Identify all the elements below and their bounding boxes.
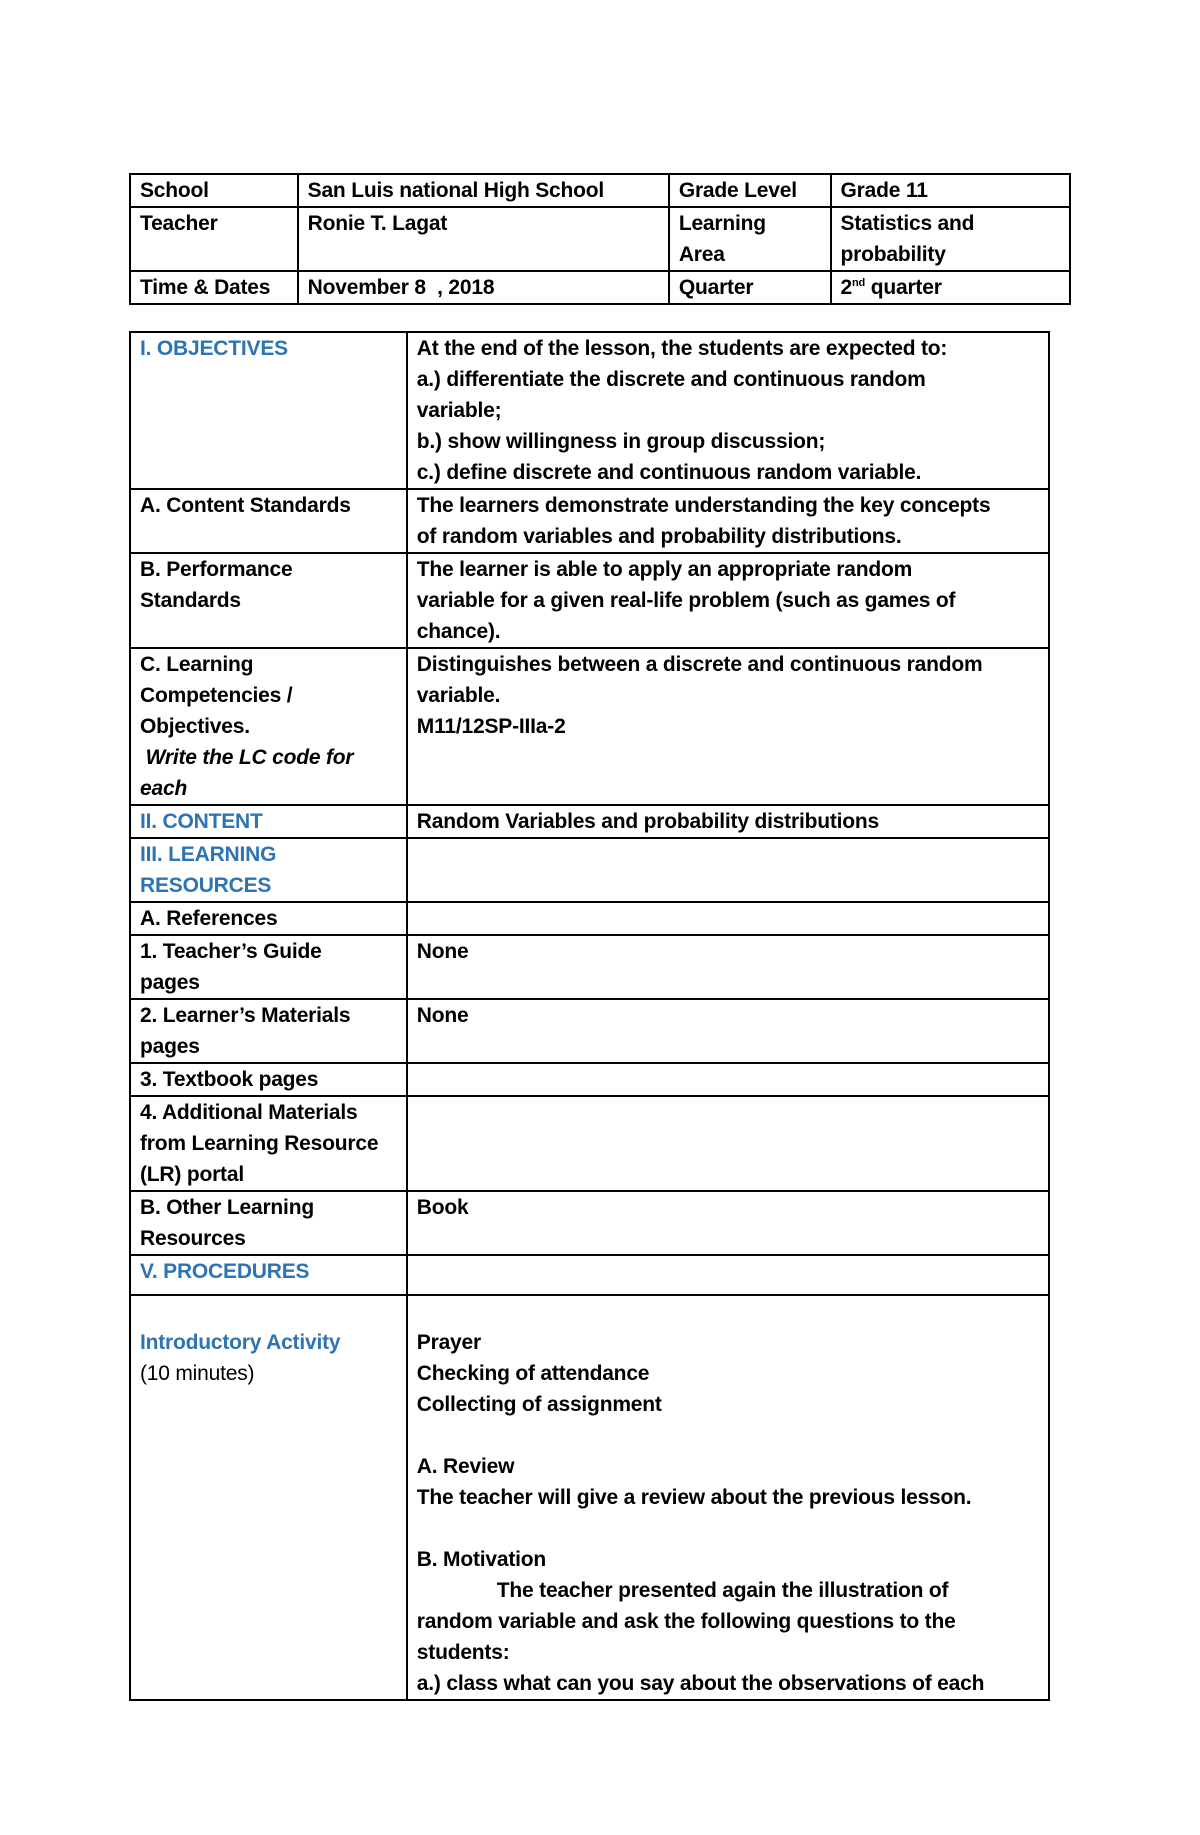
- content-standards-label: A. Content Standards: [130, 489, 407, 553]
- teachers-guide-label-line: 1. Teacher’s Guide: [140, 940, 322, 963]
- row-content-standards: [130, 489, 1049, 553]
- motivation-line: The teacher presented again the illustration of: [496, 1579, 949, 1602]
- quarter-suffix: nd: [852, 277, 866, 289]
- time-dates-label: Time & Dates: [130, 271, 298, 304]
- objectives-line: At the end of the lesson, the students are expected to:: [416, 337, 948, 360]
- other-resources-label-line: B. Other Learning: [140, 1196, 314, 1219]
- learning-resources-label-line: III. LEARNING: [140, 843, 277, 866]
- learning-competencies-line: variable.: [416, 684, 501, 707]
- additional-materials-value: [407, 1096, 1049, 1191]
- learning-competencies-line: Distinguishes between a discrete and continuous random: [416, 653, 983, 676]
- learning-area-value-line: Statistics and: [840, 212, 975, 235]
- introductory-value: [407, 1295, 1049, 1700]
- learning-area-value: [831, 207, 1070, 271]
- introductory-duration: (10 minutes): [140, 1362, 255, 1385]
- additional-materials-label-line: from Learning Resource: [140, 1132, 379, 1155]
- performance-standards-line: The learner is able to apply an appropriate random: [416, 558, 913, 581]
- row-additional-materials: [130, 1096, 1049, 1191]
- assignment-text: Collecting of assignment: [416, 1393, 662, 1416]
- lc-code-note-line: each: [140, 777, 188, 800]
- content-label: II. CONTENT: [130, 805, 407, 838]
- procedures-value: [407, 1255, 1049, 1295]
- content-standards-value: [407, 489, 1049, 553]
- lc-code-note-line: Write the LC code for: [140, 746, 354, 769]
- objectives-line: b.) show willingness in group discussion;: [416, 430, 826, 453]
- performance-standards-line: chance).: [416, 620, 501, 643]
- content-standards-line: The learners demonstrate understanding the key concepts: [416, 494, 991, 517]
- review-title: A. Review: [416, 1455, 515, 1478]
- spacer: [417, 1513, 1042, 1544]
- learning-competencies-label-line: C. Learning: [140, 653, 254, 676]
- learning-competencies-code: M11/12SP-IIIa-2: [416, 715, 566, 738]
- motivation-line: students:: [416, 1641, 510, 1664]
- row-objectives: [130, 332, 1049, 489]
- quarter-value: [831, 271, 1070, 304]
- row-references: [130, 902, 1049, 935]
- row-textbook: [130, 1063, 1049, 1096]
- spacer: [417, 1420, 1042, 1451]
- other-resources-value: Book: [407, 1191, 1049, 1255]
- objectives-value: [407, 332, 1049, 489]
- additional-materials-label-line: (LR) portal: [140, 1163, 244, 1186]
- introductory-label: [130, 1295, 407, 1700]
- lesson-table: [129, 331, 1050, 1701]
- school-label: School: [130, 174, 298, 207]
- header-row-time: [130, 271, 1070, 304]
- time-dates-value: November 8 , 2018: [298, 271, 669, 304]
- learning-area-label: [669, 207, 831, 271]
- learning-competencies-label: [130, 648, 407, 805]
- textbook-label: 3. Textbook pages: [130, 1063, 407, 1096]
- references-value: [407, 902, 1049, 935]
- row-other-resources: [130, 1191, 1049, 1255]
- row-performance-standards: [130, 553, 1049, 648]
- performance-standards-label: [130, 553, 407, 648]
- row-teachers-guide: [130, 935, 1049, 999]
- additional-materials-label-line: 4. Additional Materials: [140, 1101, 358, 1124]
- school-value: San Luis national High School: [298, 174, 669, 207]
- quarter-label: Quarter: [669, 271, 831, 304]
- grade-level-label: Grade Level: [669, 174, 831, 207]
- learning-area-label-line: Area: [678, 243, 725, 266]
- prayer-text: Prayer: [416, 1331, 481, 1354]
- performance-standards-label-line: Standards: [140, 589, 241, 612]
- learners-materials-label: [130, 999, 407, 1063]
- learning-area-value-line: probability: [840, 243, 946, 266]
- textbook-value: [407, 1063, 1049, 1096]
- performance-standards-label-line: B. Performance: [140, 558, 293, 581]
- objectives-line: variable;: [416, 399, 502, 422]
- additional-materials-label: [130, 1096, 407, 1191]
- teachers-guide-label: [130, 935, 407, 999]
- motivation-line: random variable and ask the following questions to the: [416, 1610, 956, 1633]
- content-standards-line: of random variables and probability distributions.: [416, 525, 902, 548]
- objectives-line: c.) define discrete and continuous random variable.: [416, 461, 922, 484]
- teachers-guide-label-line: pages: [140, 971, 200, 994]
- learning-competencies-value: [407, 648, 1049, 805]
- teachers-guide-value: None: [407, 935, 1049, 999]
- grade-level-value: Grade 11: [831, 174, 1070, 207]
- header-row-teacher: [130, 207, 1070, 271]
- spacer: [417, 1296, 1042, 1327]
- motivation-title: B. Motivation: [416, 1548, 547, 1571]
- motivation-line: a.) class what can you say about the observations of each: [416, 1672, 985, 1695]
- content-value: Random Variables and probability distributions: [407, 805, 1049, 838]
- objectives-line: a.) differentiate the discrete and continuous random: [416, 368, 926, 391]
- introductory-activity-title: Introductory Activity: [140, 1331, 341, 1354]
- header-table: [129, 173, 1071, 305]
- spacer: [140, 1296, 400, 1327]
- learners-materials-label-line: 2. Learner’s Materials: [140, 1004, 351, 1027]
- teacher-label: Teacher: [130, 207, 298, 271]
- quarter-number: 2: [840, 276, 853, 299]
- row-learning-resources: [130, 838, 1049, 902]
- row-introductory-activity: [130, 1295, 1049, 1700]
- review-text: The teacher will give a review about the previous lesson.: [416, 1486, 972, 1509]
- references-label: A. References: [130, 902, 407, 935]
- row-content: [130, 805, 1049, 838]
- learning-competencies-label-line: Objectives.: [140, 715, 250, 738]
- other-resources-label-line: Resources: [140, 1227, 246, 1250]
- performance-standards-line: variable for a given real-life problem (such as games of: [416, 589, 956, 612]
- objectives-label: I. OBJECTIVES: [130, 332, 407, 489]
- row-learners-materials: [130, 999, 1049, 1063]
- learning-area-label-line: Learning: [678, 212, 766, 235]
- header-row-school: [130, 174, 1070, 207]
- performance-standards-value: [407, 553, 1049, 648]
- row-learning-competencies: [130, 648, 1049, 805]
- learners-materials-label-line: pages: [140, 1035, 200, 1058]
- quarter-word: quarter: [865, 276, 942, 299]
- row-procedures: [130, 1255, 1049, 1295]
- teacher-value: Ronie T. Lagat: [298, 207, 669, 271]
- learning-resources-value: [407, 838, 1049, 902]
- procedures-label: V. PROCEDURES: [130, 1255, 407, 1295]
- attendance-text: Checking of attendance: [416, 1362, 650, 1385]
- learning-resources-label-line: RESOURCES: [140, 874, 272, 897]
- learners-materials-value: None: [407, 999, 1049, 1063]
- other-resources-label: [130, 1191, 407, 1255]
- learning-competencies-label-line: Competencies /: [140, 684, 293, 707]
- learning-resources-label: [130, 838, 407, 902]
